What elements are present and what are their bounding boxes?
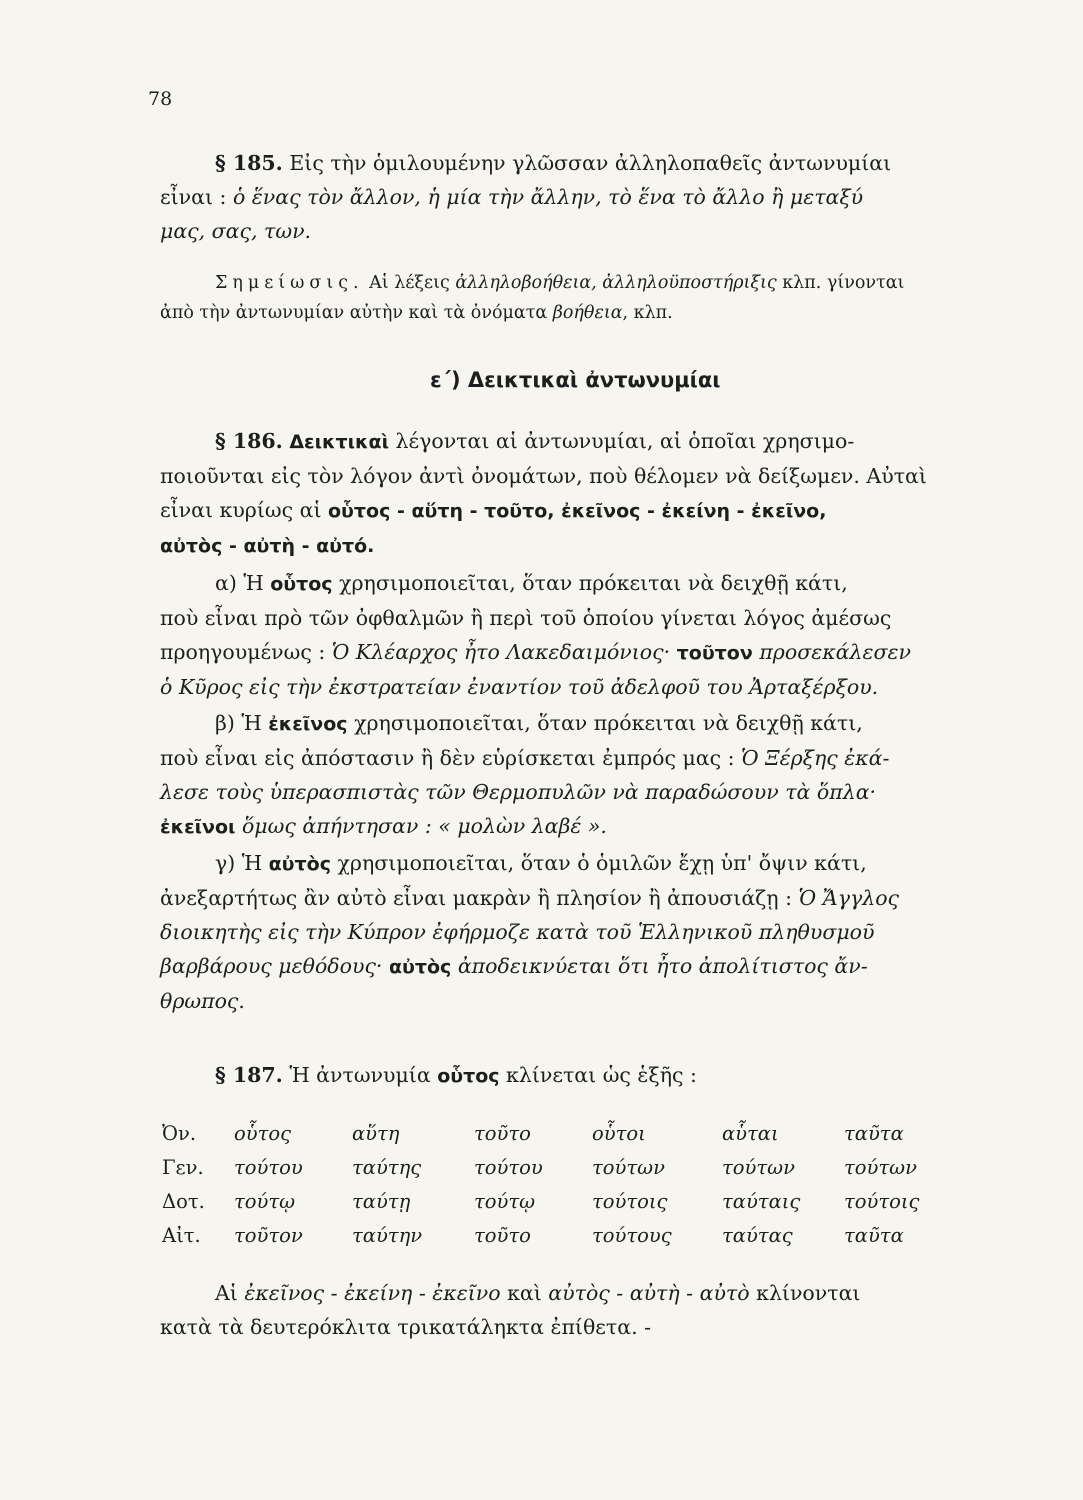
text: λέγονται αἱ ἀντωνυμίαι, αἱ ὁποῖαι χρησιμο-: [389, 429, 855, 453]
form: ταύτης: [352, 1155, 422, 1179]
form: τούτων: [722, 1155, 795, 1179]
text: εἶναι κυρίως αἱ: [160, 498, 328, 522]
text: ποὺ εἶναι πρὸ τῶν ὀφθαλμῶν ἢ περὶ τοῦ ὁποίου γίνεται λόγος ἀμέσως: [160, 606, 892, 630]
text: β) Ἡ: [215, 711, 269, 735]
form: τούτου: [234, 1155, 303, 1179]
section-number: § 186.: [215, 429, 283, 453]
note: [160, 268, 904, 328]
term: οὗτος - αὕτη - τοῦτο, ἐκεῖνος - ἐκείνη - ἐκεῖνο,: [328, 500, 827, 522]
form: αὕτη: [352, 1121, 400, 1145]
section-number: § 185.: [215, 151, 283, 175]
table-row: [162, 1150, 919, 1184]
example-text: αὐτὸς - αὐτὴ - αὐτὸ: [548, 1281, 750, 1305]
declension-table: [162, 1116, 919, 1252]
text: ποιοῦνται εἰς τὸν λόγον ἀντὶ ὀνομάτων, ποὺ θέλομεν νὰ δείξωμεν. Αὐταὶ: [160, 464, 927, 488]
text: χρησιμοποιεῖται, ὅταν πρόκειται νὰ δειχθῇ κάτι,: [347, 711, 863, 735]
term: ἐκεῖνοι: [160, 816, 236, 838]
text: εἶναι :: [160, 185, 233, 209]
note-label: Σημείωσις.: [215, 273, 364, 293]
text: Εἰς τὴν ὁμιλουμένην γλῶσσαν ἀλληλοπαθεῖς ἀντωνυμίαι: [289, 151, 892, 175]
section-185: [160, 146, 891, 248]
table-row: [162, 1184, 919, 1218]
case-label: Ὀν.: [162, 1121, 197, 1145]
text: κατὰ τὰ δευτερόκλιτα τρικατάληκτα ἐπίθετα. -: [160, 1315, 652, 1339]
term: αὐτὸς: [268, 853, 331, 875]
term: αὐτὸς: [388, 956, 452, 978]
example-text: ἐκεῖνος - ἐκείνη - ἐκεῖνο: [244, 1281, 501, 1305]
term: τοῦτον: [676, 642, 753, 664]
table-row: [162, 1116, 919, 1150]
form: ταύτῃ: [352, 1189, 411, 1213]
term: Δεικτικαὶ: [289, 431, 389, 453]
table-row: [162, 1218, 919, 1252]
section-heading: ε΄) Δεικτικαὶ ἀντωνυμίαι: [430, 368, 721, 392]
text: γ) Ἡ: [215, 851, 269, 875]
example-text: λεσε τοὺς ὑπερασπιστὰς τῶν Θερμοπυλῶν νὰ παραδώσουν τὰ ὅπλα·: [160, 780, 877, 804]
form: οὗτοι: [592, 1121, 646, 1145]
example-text: Ὁ Κλέαρχος ἦτο Λακεδαιμόνιος·: [331, 640, 677, 664]
section-number: § 187.: [215, 1063, 283, 1087]
text: α) Ἡ: [215, 571, 271, 595]
example-text: ὁ Κῦρος εἰς τὴν ἐκστρατείαν ἐναντίον τοῦ ἀδελφοῦ του Ἀρταξέρξου.: [160, 675, 879, 699]
example-text: βοήθεια: [552, 303, 623, 323]
form: τούτῳ: [474, 1189, 536, 1213]
text: χρησιμοποιεῖται, ὅταν ὁ ὁμιλῶν ἔχῃ ὑπ' ὄψιν κάτι,: [330, 851, 867, 875]
text: ἀνεξαρτήτως ἂν αὐτὸ εἶναι μακρὰν ἢ πλησίον ἢ ἀπουσιάζῃ :: [160, 886, 799, 910]
page-number: 78: [148, 88, 173, 110]
section-187: [160, 1058, 697, 1093]
example-text: Ὁ Ἄγγλος: [798, 886, 900, 910]
closing-paragraph: [160, 1276, 860, 1344]
text: Ἡ ἀντωνυμία: [282, 1063, 438, 1087]
form: τοῦτο: [474, 1223, 531, 1247]
term: ἐκεῖνος: [268, 713, 348, 735]
section-186: [160, 424, 927, 563]
subsection-gamma: [160, 846, 899, 1018]
text: καὶ: [500, 1281, 549, 1305]
text: ποὺ εἶναι εἰς ἀπόστασιν ἢ δὲν εὑρίσκεται ἐμπρός μας :: [160, 746, 742, 770]
example-text: ὅμως ἀπήντησαν : « μολὼν λαβέ ».: [235, 814, 607, 838]
example-text: ὁ ἕνας τὸν ἄλλον, ἡ μία τὴν ἄλλην, τὸ ἕνα τὸ ἄλλο ἢ μεταξύ: [232, 185, 864, 209]
form: τούτου: [474, 1155, 543, 1179]
example-text: θρωπος.: [160, 989, 245, 1013]
form: ταῦτα: [844, 1121, 904, 1145]
form: τούτων: [592, 1155, 665, 1179]
example-text: προσεκάλεσεν: [752, 640, 911, 664]
text: κλίνεται ὡς ἑξῆς :: [499, 1063, 697, 1087]
form: τούτοις: [592, 1189, 668, 1213]
case-label: Δοτ.: [162, 1189, 205, 1213]
example-text: ἀλληλοβοήθεια, ἀλληλοϋποστήριξις: [455, 273, 777, 293]
text: Αἱ λέξεις: [363, 273, 456, 293]
form: ταύτην: [352, 1223, 423, 1247]
term: αὐτὸς - αὐτὴ - αὐτό.: [160, 535, 375, 557]
case-label: Γεν.: [162, 1155, 204, 1179]
example-text: ἀποδεικνύεται ὅτι ἦτο ἀπολίτιστος ἄν-: [451, 954, 868, 978]
form: ταύταις: [722, 1189, 801, 1213]
text: κλπ. γίνονται: [776, 273, 905, 293]
form: οὗτος: [234, 1121, 292, 1145]
example-text: μας, σας, των.: [160, 219, 312, 243]
term: οὗτος: [270, 573, 333, 595]
form: τούτους: [592, 1223, 672, 1247]
text: , κλπ.: [622, 303, 673, 323]
term: οὗτος: [437, 1065, 500, 1087]
form: τούτοις: [844, 1189, 920, 1213]
text: κλίνονται: [749, 1281, 861, 1305]
text: προηγουμένως :: [160, 640, 332, 664]
example-text: βαρβάρους μεθόδους·: [160, 954, 389, 978]
form: τούτων: [844, 1155, 917, 1179]
form: ταύτας: [722, 1223, 793, 1247]
form: τοῦτον: [234, 1223, 303, 1247]
text: ἀπὸ τὴν ἀντωνυμίαν αὐτὴν καὶ τὰ ὀνόματα: [160, 303, 553, 323]
text: Αἱ: [215, 1281, 245, 1305]
form: τούτῳ: [234, 1189, 296, 1213]
form: τοῦτο: [474, 1121, 531, 1145]
subsection-alpha: [160, 566, 911, 704]
case-label: Αἰτ.: [162, 1223, 201, 1247]
example-text: Ὁ Ξέρξης ἐκά-: [741, 746, 890, 770]
form: ταῦτα: [844, 1223, 904, 1247]
subsection-beta: [160, 706, 889, 844]
example-text: διοικητὴς εἰς τὴν Κύπρον ἐφήρμοζε κατὰ τοῦ Ἑλληνικοῦ πληθυσμοῦ: [160, 920, 875, 944]
form: αὗται: [722, 1121, 779, 1145]
text: χρησιμοποιεῖται, ὅταν πρόκειται νὰ δειχθῇ κάτι,: [332, 571, 848, 595]
